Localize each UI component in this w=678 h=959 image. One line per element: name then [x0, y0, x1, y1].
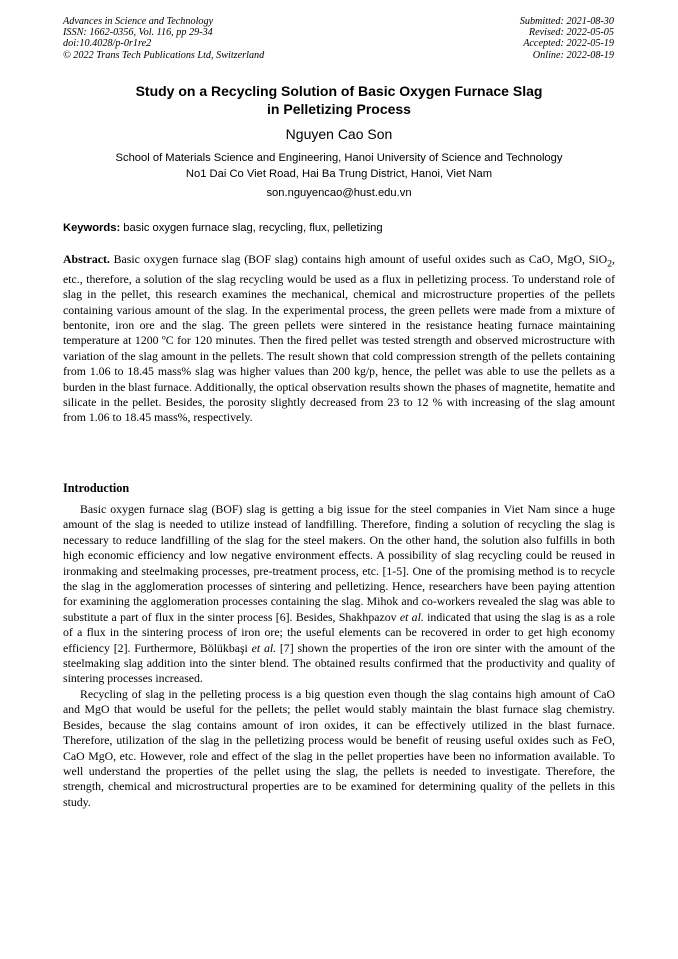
- abstract-text-1: Basic oxygen furnace slag (BOF slag) contains high amount of useful oxides such as CaO, MgO, SiO: [109, 252, 608, 266]
- intro-paragraph-2: Recycling of slag in the pelleting process is a big question even though the slag contains high amount of CaO and MgO that would be useful for the pellets; the pellet would stably maintain the blast furnace slag chemistry. Besides, because the slag contains amount of iron oxides, it can be effectively utilized in the blast furnace. Therefore, utilization of the slag in the pelletizing process would be benefit of reusing useful oxides such as FeO, CaO MgO, etc. However, role and effect of the slag in the pellet properties have been no information available. To well understand the properties of the pellet using the slag, the pellets is needed to investigate. Therefore, the strength, chemical and microstructural properties are to be examined for determining quality of the pellets in this study.: [63, 686, 615, 809]
- journal-copyright: © 2022 Trans Tech Publications Ltd, Switzerland: [63, 49, 265, 61]
- title-line-2: in Pelletizing Process: [267, 101, 411, 117]
- intro-p1-text-a: Basic oxygen furnace slag (BOF) slag is getting a big issue for the steel companies in Viet Nam since a huge amount of the slag is needed to utilize instead of landfilling. Therefore, finding a solution of recycling the slag is necessary to reduce landfilling of the slag for the steel makers. On the other hand, the solution also fulfills in both high economic efficiency and low negative environment effects. A possibility of slag recycling could be reused in ironmaking and steelmaking processes, pre-treatment process, etc. [1-5]. One of the promising method is to recycle the slag in the agglomeration processes of sintering and pelletizing. Hence, researchers have been paying attention for examining the agglomeration processes containing the slag. Mihok and co-workers revealed the slag was able to substitute a part of flux in the sinter process [6]. Besides, Shakhpazov: [63, 502, 615, 624]
- journal-issn: ISSN: 1662-0356, Vol. 116, pp 29-34: [63, 27, 213, 39]
- intro-p1-etal-1: et al.: [399, 609, 424, 624]
- keywords: [63, 221, 615, 235]
- online-date: Online: 2022-08-19: [532, 49, 614, 61]
- keywords-label: Keywords:: [63, 222, 121, 234]
- author-name: Nguyen Cao Son: [285, 126, 393, 142]
- abstract-label: Abstract.: [63, 252, 110, 266]
- intro-paragraph-1: [63, 502, 615, 687]
- abstract-text-2: , etc., therefore, a solution of the slag recycling would be used as a flux in pelletizing process. To understand role of slag in the pellet, this research examines the mechanical, chemical and microstructure properties of the pellets containing various amount of the slag. In the experimental process, the green pellets were made from a mixture of bentonite, iron ore and the slag. The green pellets were sintered in the resistance heating furnace maintaining temperature at 1200 ºC for 120 minutes. Then the fired pellet was tested strength and observed microstructure with variation of the slag amount in the pellets. The result shown that cold compression strength of the pellets containing from 1.06 to 18.45 mass% slag was higher values than 200 kg/p, hence, the pellet was able to use the pellets as a burden in the blast furnace. Additionally, the optical observation results shown the phases of magnetite, hematite and silicate in the pellet. Besides, the porosity slightly decreased from 23 to 12 % with increasing of the slag amount from 1.06 to 18.45 mass%, respectively.: [63, 252, 615, 425]
- intro-p1-etal-2: et al.: [251, 640, 277, 655]
- journal-header-right: [520, 16, 614, 61]
- affiliation-line-1: School of Materials Science and Engineering, Hanoi University of Science and Technology: [115, 152, 563, 164]
- paper-title: [63, 82, 615, 118]
- journal-name: Advances in Science and Technology: [63, 16, 214, 27]
- intro-p1-text-c: [7] shown the properties of the iron ore sinter with the amount of the steelmaking slag addition into the sinter blend. The obtained results confirmed that the productivity and quality of sintering processes increased.: [63, 640, 615, 686]
- title-line-1: Study on a Recycling Solution of Basic Oxygen Furnace Slag: [135, 83, 543, 99]
- affiliation-line-2: No1 Dai Co Viet Road, Hai Ba Trung District, Hanoi, Viet Nam: [185, 168, 493, 180]
- intro-p1-text-b: indicated that using the slag is as a role of a flux in the sintering process of iron ore; the useful elements can be recovered in order to get high economy efficiency [2]. Furthermore, Bölükbaşi: [63, 609, 615, 655]
- accepted-date: Accepted: 2022-05-19: [523, 38, 614, 50]
- author-email[interactable]: son.nguyencao@hust.edu.vn: [266, 187, 412, 199]
- abstract: [63, 252, 615, 426]
- abstract-subscript: 2: [607, 258, 613, 270]
- submitted-date: Submitted: 2021-08-30: [519, 16, 614, 27]
- section-heading-introduction: Introduction: [63, 481, 130, 495]
- revised-date: Revised: 2022-05-05: [528, 27, 614, 39]
- journal-doi[interactable]: doi:10.4028/p-0r1re2: [63, 38, 152, 50]
- journal-header-left: [63, 16, 264, 61]
- author-affiliation: [63, 150, 615, 182]
- introduction-body: [63, 502, 615, 810]
- keywords-text: basic oxygen furnace slag, recycling, flux, pelletizing: [120, 222, 383, 234]
